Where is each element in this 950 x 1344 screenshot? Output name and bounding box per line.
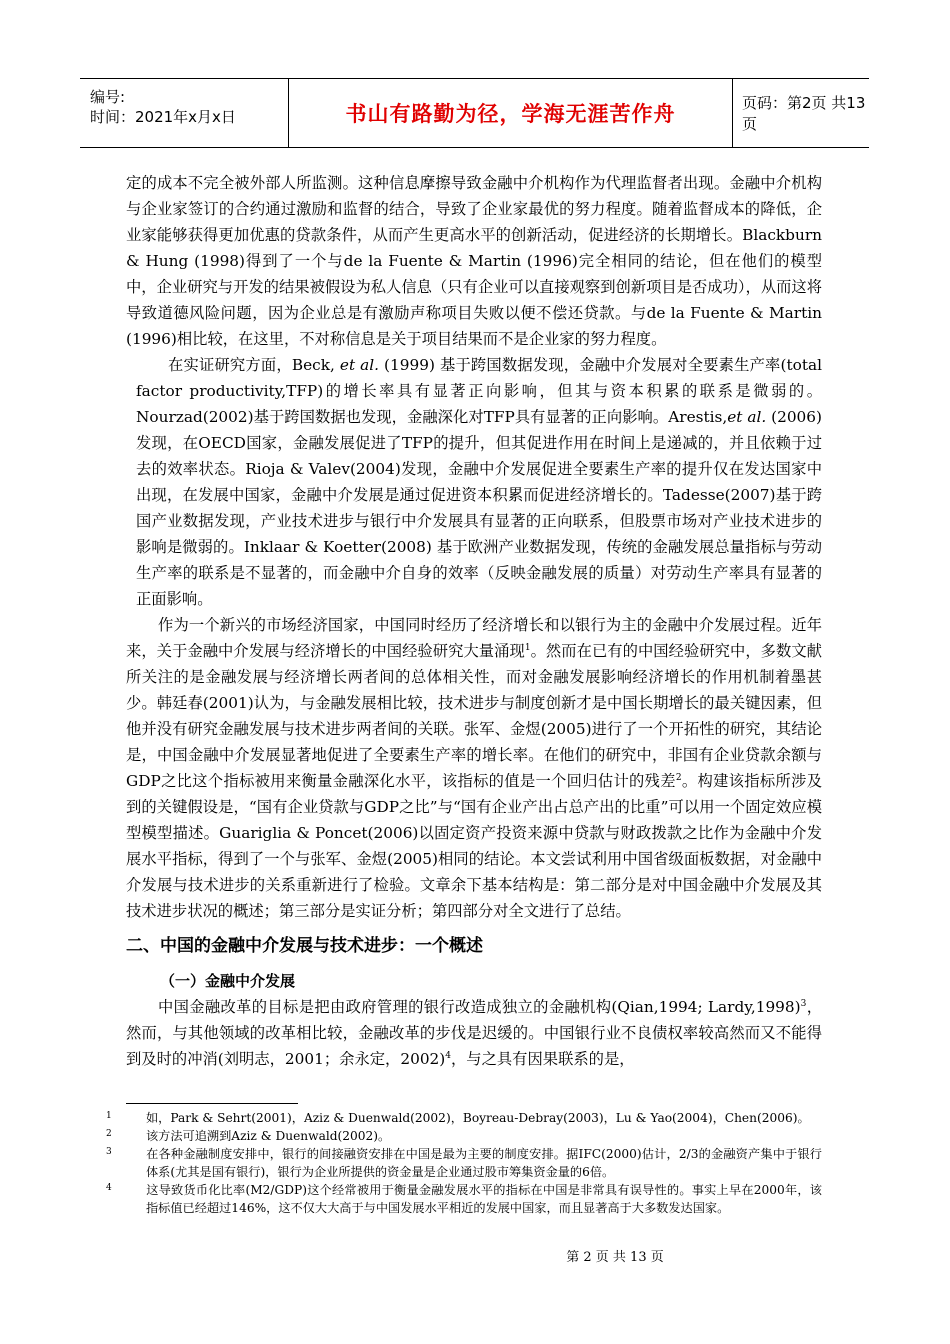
footnote-4 [106, 1181, 822, 1217]
footnote-ref-1[interactable]: 1 [524, 642, 531, 653]
footnote-number: 3 [106, 1147, 112, 1157]
p4-part-c: ，与之具有因果联系的是， [450, 1050, 635, 1068]
paragraph-2 [126, 352, 822, 612]
p3-part-b: 。然而在已有的中国经验研究中，多数文献所关注的是金融发展与经济增长两者间的总体相关性，而对金融发展影响经济增长的作用机制着墨甚少。韩廷春(2001)认为，与金融发展相比较，技术进步与制度创新才是中国长期增长的最关键因素，但他并没有研究金融发展与技术进步两者间的关联。张军、金煜(2005)进行了一个开拓性的研究，其结论是，中国金融中介发展显著地促进了全要素生产率的增长率。在他们的研究中，非国有企业贷款余额与GDP之比这个指标被用来衡量金融深化水平，该指标的值是一个回归估计的残差 [126, 642, 822, 790]
footnote-ref-4[interactable]: 4 [445, 1050, 451, 1061]
footnote-number: 4 [106, 1183, 112, 1193]
page-footer [0, 1246, 950, 1265]
document-body [126, 170, 822, 1072]
paragraph-1: 定的成本不完全被外部人所监测。这种信息摩擦导致金融中介机构作为代理监督者出现。金融中介机构与企业家签订的合约通过激励和监督的结合，导致了企业家最优的努力程度。随着监督成本的降低，企业家能够获得更加优惠的贷款条件，从而产生更高水平的创新活动，促进经济的长期增长。Blackburn & Hung (1998)得到了一个与de la Fuente & Martin (1996)完全相同的结论，但在他们的模型中，企业研究与开发的结果被假设为私人信息（只有企业可以直接观察到创新项目是否成功），从而这将导致道德风险问题，因为企业总是有激励声称项目失败以便不偿还贷款。与de la Fuente & Martin (1996)相比较，在这里，不对称信息是关于项目结果而不是企业家的努力程度。 [126, 174, 823, 348]
p4-part-b: ，然而，与其他领域的改革相比较，金融改革的步伐是迟缓的。中国银行业不良债权率较高然而又不能得到及时的冲消(刘明志，2001；余永定，2002) [126, 998, 822, 1068]
p3-part-a: 作为一个新兴的市场经济国家，中国同时经历了经济增长和以银行为主的金融中介发展过程。近年来，关于金融中介发展与经济增长的中国经验研究大量涌现 [126, 616, 822, 660]
time-label: 时间：2021年x月x日 [90, 108, 236, 126]
p4-part-a: 中国金融改革的目标是把由政府管理的银行改造成独立的金融机构(Qian,1994; Lardy,1998) [158, 998, 801, 1016]
page-number: 第 2 页 共 13 页 [566, 1250, 664, 1265]
header-meta [90, 87, 285, 127]
section-heading: 二、中国的金融中介发展与技术进步：一个概述 [126, 936, 483, 956]
footnote-ref-3[interactable]: 3 [800, 998, 807, 1009]
paragraph-4 [126, 994, 822, 1072]
p2-etal: et al. [339, 356, 380, 374]
footnotes [106, 1109, 822, 1217]
header-motto: 书山有路勤为径，学海无涯苦作舟 [288, 79, 733, 147]
footnote-separator [126, 1103, 298, 1104]
footnote-text: 这导致货币化比率(M2/GDP)这个经常被用于衡量金融发展水平的指标在中国是非常具有误导性的。事实上早在2000年，该指标值已经超过146%，这不仅大大高于与中国发展水平相近的发展中国家，而且显著高于大多数发达国家。 [146, 1183, 822, 1215]
footnote-text: 如，Park & Sehrt(2001)，Aziz & Duenwald(2002)，Boyreau-Debray(2003)，Lu & Yao(2004)，Chen(2006)。 [146, 1111, 810, 1125]
p2-part-a: 在实证研究方面，Beck, [168, 356, 340, 374]
p2-part-c: (2006)发现，在OECD国家，金融发展促进了TFP的提升，但其促进作用在时间上是递减的，并且依赖于过去的效率状态。Rioja & Valev(2004)发现，金融中介发展促进全要素生产率的提升仅在发达国家中出现，在发展中国家，金融中介发展是通过促进资本积累而促进经济增长的。Tadesse(2007)基于跨国产业数据发现，产业技术进步与银行中介发展具有显著的正向联系，但股票市场对产业技术进步的影响是微弱的。Inklaar & Koetter(2008) 基于欧洲产业数据发现，传统的金融发展总量指标与劳动生产率的联系是不显著的，而金融中介自身的效率（反映金融发展的质量）对劳动生产率具有显著的正面影响。 [136, 408, 822, 608]
header-page-info: 页码：第2页 共13页 [742, 94, 866, 133]
footnote-number: 2 [106, 1129, 112, 1139]
footnote-number: 1 [106, 1111, 112, 1121]
footnote-text: 在各种金融制度安排中，银行的间接融资安排在中国是最为主要的制度安排。据IFC(2000)估计，2/3的金融资产集中于银行体系(尤其是国有银行)，银行为企业所提供的资金量是企业通过股市筹集资金量的6倍。 [146, 1147, 822, 1179]
footnote-3 [106, 1145, 822, 1181]
p3-part-c: 。构建该指标所涉及到的关键假设是，“国有企业贷款与GDP之比”与“国有企业产出占总产出的比重”可以用一个固定效应模型模型描述。Guariglia & Poncet(2006)以固定资产投资来源中贷款与财政拨款之比作为金融中介发展水平指标，得到了一个与张军、金煜(2005)相同的结论。本文尝试利用中国省级面板数据，对金融中介发展与技术进步的关系重新进行了检验。文章余下基本结构是：第二部分是对中国金融中介发展及其技术进步状况的概述；第三部分是实证分析；第四部分对全文进行了总结。 [126, 772, 822, 920]
p2-part-b: (1999) 基于跨国数据发现，金融中介发展对全要素生产率(total factor productivity,TFP)的增长率具有显著正向影响，但其与资本积累的联系是微弱的。Nourzad(2002)基于跨国数据也发现，金融深化对TFP具有显著的正向影响。Arestis, [136, 356, 823, 426]
footnote-text: 该方法可追溯到Aziz & Duenwald(2002)。 [146, 1129, 391, 1143]
subsection-heading: （一）金融中介发展 [160, 972, 296, 990]
p2-etal2: et al. [727, 408, 767, 426]
paragraph-3 [126, 612, 822, 924]
code-label: 编号: [90, 88, 126, 106]
document-header [80, 78, 869, 148]
footnote-2 [106, 1127, 822, 1145]
footnote-ref-2[interactable]: 2 [675, 772, 682, 783]
footnote-1 [106, 1109, 822, 1127]
